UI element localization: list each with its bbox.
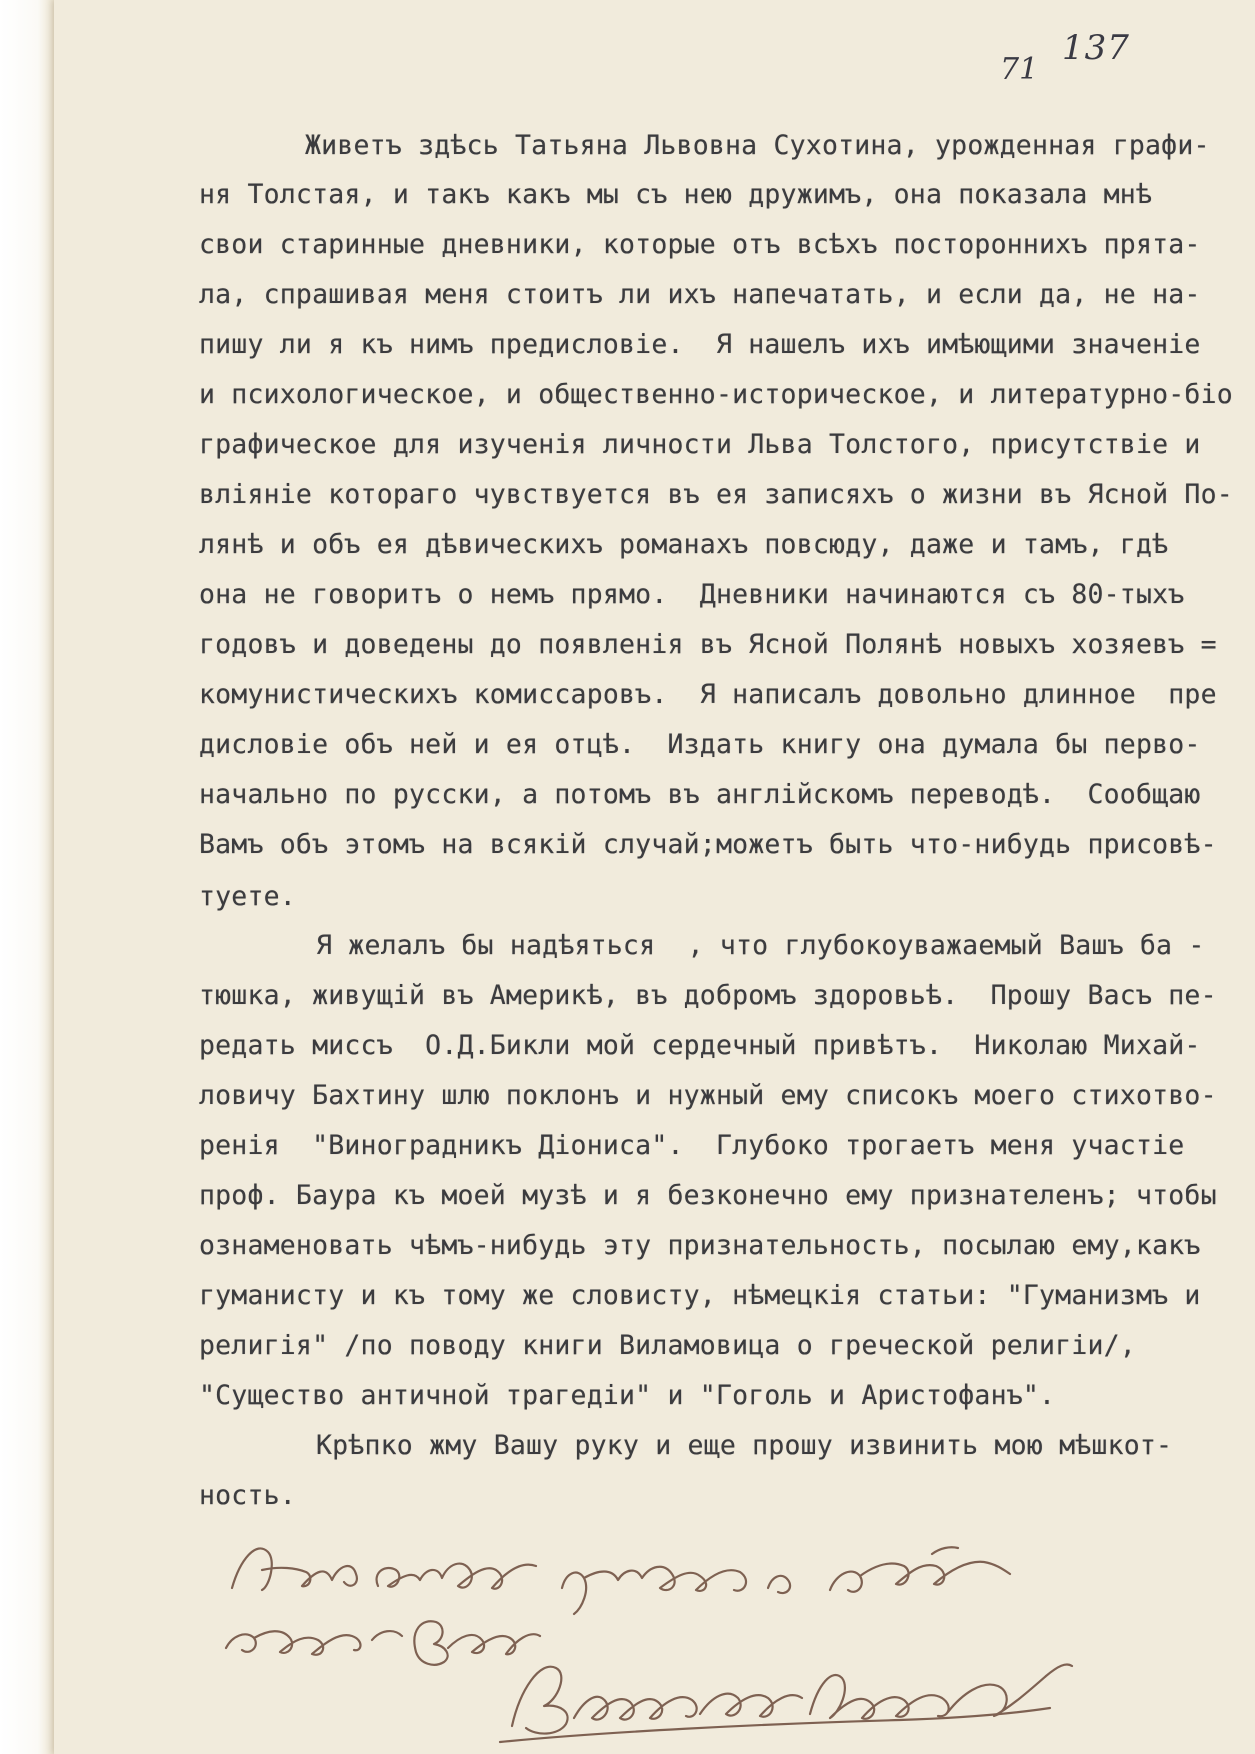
text-line: редать миссъ О.Д.Бикли мой сердечный привѣтъ. Николаю Михай- bbox=[199, 1030, 1201, 1061]
text-line: Крѣпко жму Вашу руку и еще прошу извинить мою мѣшкот- bbox=[316, 1430, 1173, 1461]
text-line: ловичу Бахтину шлю поклонъ и нужный ему списокъ моего стихотво- bbox=[199, 1080, 1217, 1111]
text-line: и психологическое, и общественно-историческое, и литературно-біо bbox=[199, 379, 1233, 410]
text-line: свои старинные дневники, которые отъ всѣхъ постороннихъ прята- bbox=[199, 229, 1201, 260]
text-line: ла, спрашивая меня стоитъ ли ихъ напечатать, и если да, не на- bbox=[199, 279, 1201, 310]
text-line: проф. Баура къ моей музѣ и я безконечно ему признателенъ; чтобы bbox=[199, 1180, 1217, 1211]
text-line: туете. bbox=[199, 881, 296, 912]
text-line: ность. bbox=[199, 1480, 296, 1511]
text-line: она не говоритъ о немъ прямо. Дневники начинаются съ 80-тыхъ bbox=[199, 579, 1185, 610]
text-line: ня Толстая, и такъ какъ мы съ нею дружимъ, она показала мнѣ bbox=[199, 179, 1153, 210]
text-line: вліяніе котораго чувствуется въ ея записяхъ о жизни въ Ясной По- bbox=[199, 479, 1233, 510]
text-line: гуманисту и къ тому же словисту, нѣмецкія статьи: "Гуманизмъ и bbox=[199, 1280, 1201, 1311]
text-line: тюшка, живущій въ Америкѣ, въ добромъ здоровьѣ. Прошу Васъ пе- bbox=[199, 980, 1217, 1011]
text-line: Вамъ объ этомъ на всякій случай;можетъ быть что-нибудь присовѣ- bbox=[199, 829, 1217, 860]
text-line: пишу ли я къ нимъ предисловіе. Я нашелъ ихъ имѣющими значеніе bbox=[199, 329, 1201, 360]
text-line: "Существо античной трагедіи" и "Гоголь и Аристофанъ". bbox=[199, 1380, 1056, 1411]
text-line: дисловіе объ ней и ея отцѣ. Издать книгу она думала бы перво- bbox=[199, 729, 1201, 760]
text-line: религія" /по поводу книги Виламовица о греческой религіи/, bbox=[199, 1330, 1136, 1361]
text-line: графическое для изученія личности Льва Толстого, присутствіе и bbox=[199, 429, 1201, 460]
archive-number-71: 71 bbox=[1000, 52, 1039, 87]
text-line: ознаменовать чѣмъ-нибудь эту признательность, посылаю ему,какъ bbox=[199, 1230, 1201, 1261]
text-line: начально по русски, а потомъ въ англійскомъ переводѣ. Сообщаю bbox=[199, 779, 1201, 810]
text-line: лянѣ и объ ея дѣвическихъ романахъ повсюду, даже и тамъ, гдѣ bbox=[199, 529, 1169, 560]
text-line: ренія "Виноградникъ Діониса". Глубоко трогаетъ меня участіе bbox=[199, 1130, 1185, 1161]
text-line: Я желалъ бы надѣяться , что глубокоуважаемый Вашъ ба - bbox=[316, 930, 1205, 961]
archive-number-137: 137 bbox=[1062, 28, 1130, 68]
text-line: годовъ и доведены до появленія въ Ясной Полянѣ новыхъ хозяевъ = bbox=[199, 629, 1217, 660]
text-line: Живетъ здѣсь Татьяна Львовна Сухотина, урожденная графи- bbox=[305, 130, 1210, 161]
text-line: комунистическихъ комиссаровъ. Я написалъ довольно длинное пре bbox=[199, 679, 1217, 710]
